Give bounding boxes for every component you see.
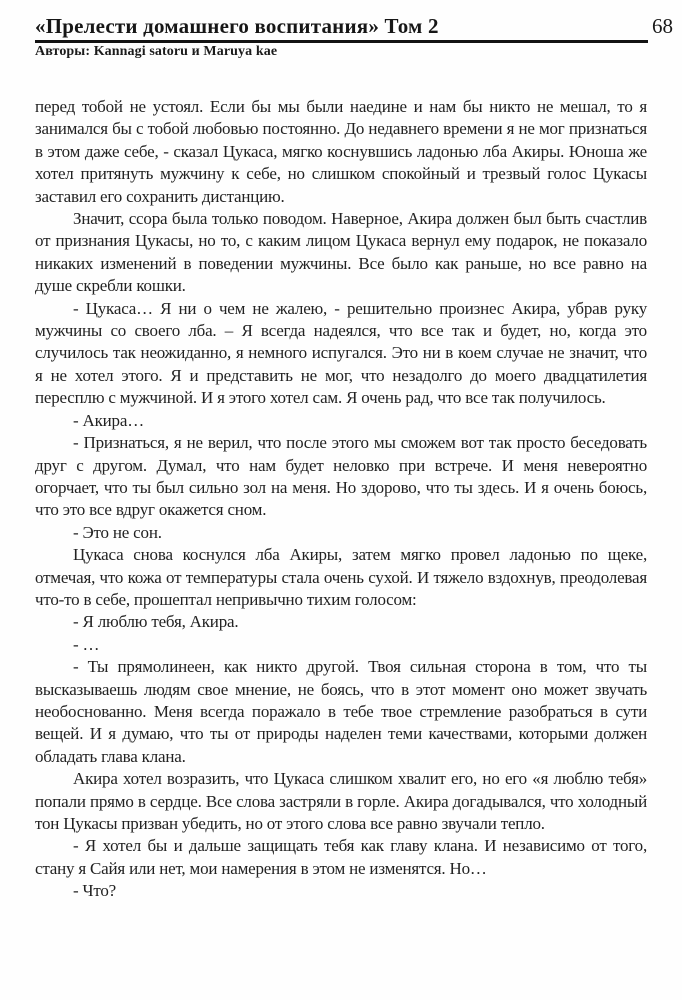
paragraph: - Это не сон. xyxy=(73,522,162,542)
page-number: 68 xyxy=(652,14,673,38)
paragraph: Цукаса снова коснулся лба Акиры, затем мягко провел ладонью по щеке, отмечая, что кожа от температуры стала очень сухой. И тяжело вздохнув, преодолевая что-то в себе, прошептал непривычно тихим голосом: xyxy=(35,545,647,609)
paragraph: Акира хотел возразить, что Цукаса слишком хвалит его, но его «я люблю тебя» попали прямо в сердце. Все слова застряли в горле. Акира догадывался, что холодный тон Цукасы призван убедить, но от этого слова все равно звучали тепло. xyxy=(35,769,647,833)
paragraph: - Ты прямолинеен, как никто другой. Твоя сильная сторона в том, что ты высказываешь людям свое мнение, не боясь, что в этот момент оно может звучать необоснованно. Меня всегда поражало в тебе твое стремление разобраться в сути вещей. И я думаю, что ты от природы наделен теми качествами, которыми должен обладать глава клана. xyxy=(35,657,647,766)
authors-line: Авторы: Kannagi satoru и Maruya kae xyxy=(35,44,278,59)
header-rule xyxy=(35,40,648,43)
paragraph: - Я люблю тебя, Акира. xyxy=(73,612,239,632)
paragraph: - … xyxy=(73,634,100,654)
paragraph: - Цукаса… Я ни о чем не жалею, - решительно произнес Акира, убрав руку мужчины со своего лба. – Я всегда надеялся, что все так и будет, но, когда это случилось так неожиданно, я немного испугался. Это ни в коем случае не значит, что я не хотел этого. Я и представить не мог, что незадолго до моего двадцатилетия пересплю с мужчиной. И я этого хотел сам. Я очень рад, что все так получилось. xyxy=(35,298,647,408)
page-header xyxy=(35,14,673,39)
book-title: «Прелести домашнего воспитания» Том 2 xyxy=(35,14,439,38)
paragraph: - Акира… xyxy=(73,410,144,430)
paragraph: - Что? xyxy=(73,881,117,901)
paragraph: - Я хотел бы и дальше защищать тебя как главу клана. И независимо от того, стану я Сайя или нет, мои намерения в этом не изменятся. Но… xyxy=(35,836,647,878)
paragraph: - Признаться, я не верил, что после этого мы сможем вот так просто беседовать друг с другом. Думал, что нам будет неловко при встрече. И меня невероятно огорчает, что ты был сильно зол на меня. Но здорово, что ты здесь. И я очень боюсь, что это все вдруг окажется сном. xyxy=(35,433,647,520)
paragraph: Значит, ссора была только поводом. Наверное, Акира должен был быть счастлив от признания Цукасы, но то, с каким лицом Цукаса вернул ему подарок, не показало никаких изменений в поведении мужчины. Все было как раньше, но все равно на душе скребли кошки. xyxy=(35,209,647,296)
paragraph: перед тобой не устоял. Если бы мы были наедине и нам бы никто не мешал, то я занимался бы с тобой любовью постоянно. До недавнего времени я не мог признаться в этом даже себе, - сказал Цукаса, мягко коснувшись ладонью лба Акиры. Юноша же хотел притянуть мужчину к себе, но слишком спокойный и трезвый голос Цукасы заставил его сохранить дистанцию. xyxy=(35,97,647,206)
body-text xyxy=(35,96,647,903)
